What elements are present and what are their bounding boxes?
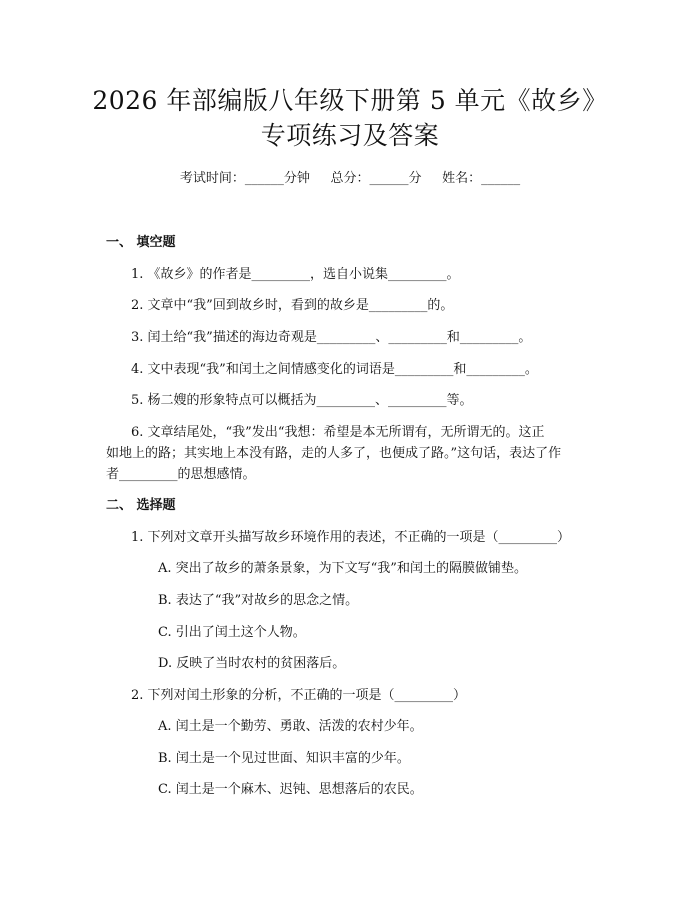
question-4: 4. 文中表现“我”和闰土之间情感变化的词语是_________和_________。 [131,362,538,377]
choice-question-1: 1. 下列对文章开头描写故乡环境作用的表述，不正确的一项是（_________） [131,530,571,545]
question-1: 1. 《故乡》的作者是_________，选自小说集_________。 [131,267,460,282]
question-6-line-2: 如地上的路；其实地上本没有路，走的人多了，也便成了路。”这句话，表达了作 [106,446,562,461]
section-heading-fill-blank: 一、 填空题 [106,235,176,250]
exam-info: 考试时间：______分钟 总分：______分 姓名：______ [179,171,521,186]
option-1b: B. 表达了“我”对故乡的思念之情。 [158,593,359,608]
page-title: 2026 年部编版八年级下册第 5 单元《故乡》 [92,86,608,115]
question-6-line-1: 6. 文章结尾处，“我”发出“我想：希望是本无所谓有，无所谓无的。这正 [131,425,545,440]
question-5: 5. 杨二嫂的形象特点可以概括为_________、_________等。 [131,393,473,408]
question-6-line-3: 者_________的思想感情。 [106,467,256,482]
option-2c: C. 闰土是一个麻木、迟钝、思想落后的农民。 [158,782,423,797]
choice-question-2: 2. 下列对闰土形象的分析，不正确的一项是（_________） [131,688,467,703]
option-1c: C. 引出了闰土这个人物。 [158,625,306,640]
option-1d: D. 反映了当时农村的贫困落后。 [158,656,346,671]
option-2a: A. 闰土是一个勤劳、勇敢、活泼的农村少年。 [158,719,423,734]
option-2b: B. 闰土是一个见过世面、知识丰富的少年。 [158,751,410,766]
page-subtitle: 专项练习及答案 [260,121,440,150]
question-3: 3. 闰土给“我”描述的海边奇观是_________、_________和_________。 [131,330,532,345]
option-1a: A. 突出了故乡的萧条景象，为下文写“我”和闰土的隔膜做铺垫。 [158,561,527,576]
section-heading-choice: 二、 选择题 [106,498,176,513]
question-2: 2. 文章中“我”回到故乡时，看到的故乡是_________的。 [131,298,454,313]
